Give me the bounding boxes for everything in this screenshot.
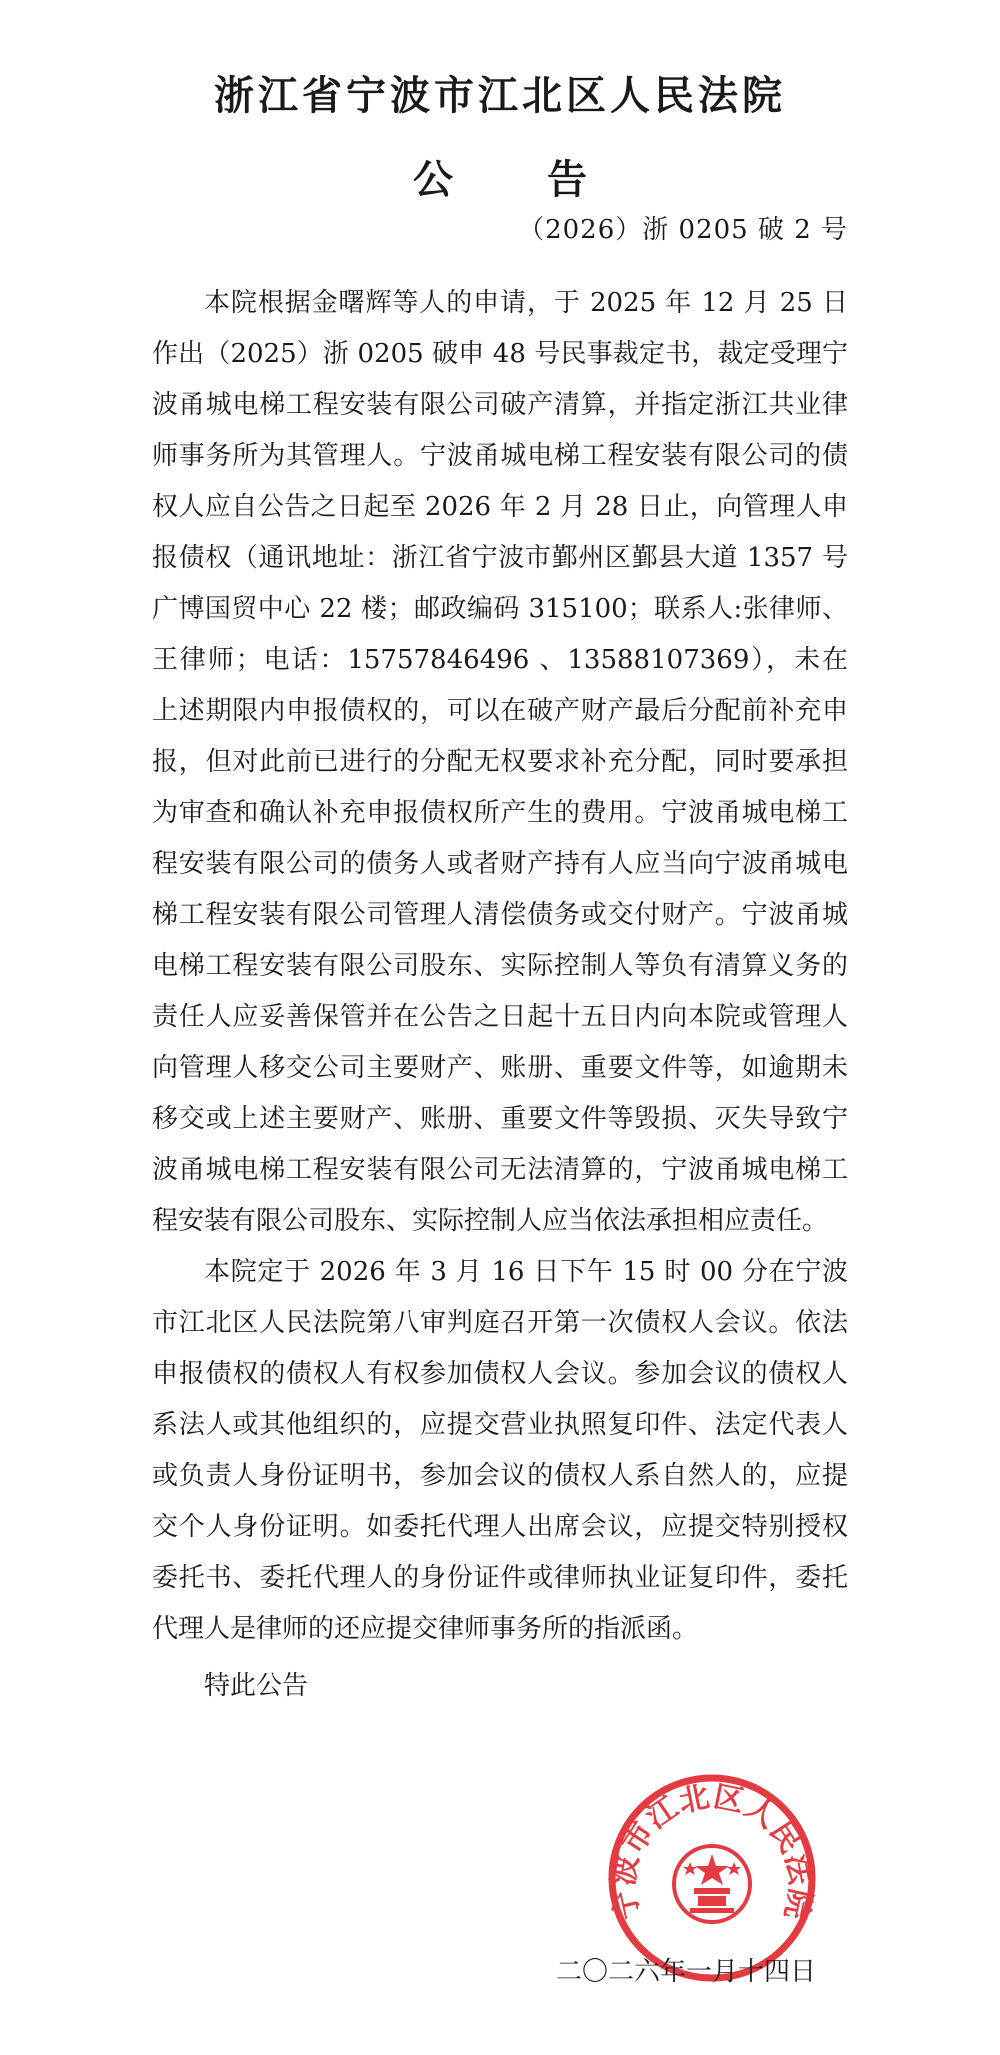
closing-line: 特此公告 [204, 1671, 309, 1701]
case-number: （2026）浙 0205 破 2 号 [518, 215, 848, 245]
national-emblem-icon [674, 1846, 750, 1922]
notice-date: 二〇二六年一月十四日 [556, 1957, 817, 1987]
notice-title: 公 告 [413, 157, 627, 203]
notice-body [152, 278, 848, 1712]
body-paragraph-2: 本院定于 2026 年 3 月 16 日下午 15 时 00 分在宁波市江北区人民法院第八审判庭召开第一次债权人会议。依法申报债权的债权人有权参加债权人会议。参加会议的债权人系法人或其他组织的，应提交营业执照复印件、法定代表人或负责人身份证明书，参加会议的债权人系自然人的，应提交个人身份证明。如委托代理人出席会议，应提交特别授权委托书、委托代理人的身份证件或律师执业证复印件，委托代理人是律师的还应提交律师事务所的指派函。 [152, 1257, 848, 1644]
court-name: 浙江省宁波市江北区人民法院 [214, 73, 786, 119]
svg-text:宁波市江北区人民法院: 宁波市江北区人民法院 [606, 1779, 818, 1924]
body-paragraph-1: 本院根据金曙辉等人的申请，于 2025 年 12 月 25 日作出（2025）浙 0205 破申 48 号民事裁定书，裁定受理宁波甬城电梯工程安装有限公司破产清算，并指定浙江共业律师事务所为其管理人。宁波甬城电梯工程安装有限公司的债权人应自公告之日起至 2026 年 2 月 28 日止，向管理人申报债权（通讯地址：浙江省宁波市鄞州区鄞县大道 1357 号广博国贸中心 22 楼；邮政编码 315100；联系人:张律师、王律师；电话：15757846496 、13588107369），未在上述期限内申报债权的，可以在破产财产最后分配前补充申报，但对此前已进行的分配无权要求补充分配，同时要承担为审查和确认补充申报债权所产生的费用。宁波甬城电梯工程安装有限公司的债务人或者财产持有人应当向宁波甬城电梯工程安装有限公司管理人清偿债务或交付财产。宁波甬城电梯工程安装有限公司股东、实际控制人等负有清算义务的责任人应妥善保管并在公告之日起十五日内向本院或管理人向管理人移交公司主要财产、账册、重要文件等，如逾期未移交或上述主要财产、账册、重要文件等毁损、灭失导致宁波甬城电梯工程安装有限公司无法清算的，宁波甬城电梯工程安装有限公司股东、实际控制人应当依法承担相应责任。 [152, 288, 848, 1236]
